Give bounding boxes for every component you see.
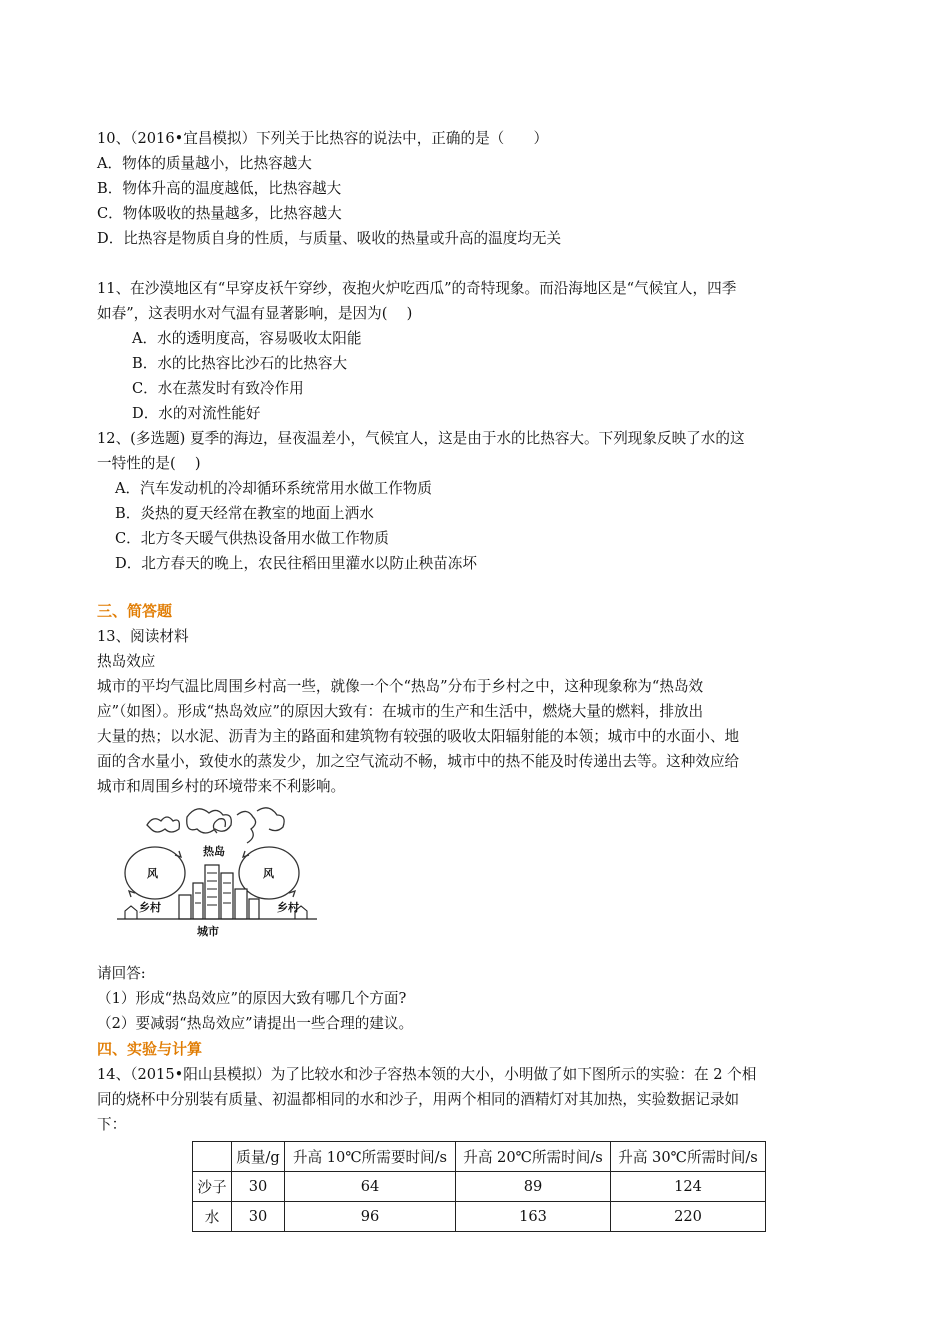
- article-paragraph-line4: 面的含水量小，致使水的蒸发少，加之空气流动不畅，城市中的热不能及时传递出去等。这种效应给: [97, 753, 740, 770]
- q10-option-c: C．物体吸收的热量越多，比热容越大: [97, 205, 342, 222]
- table-cell: 沙子: [193, 1172, 232, 1202]
- article-paragraph-line5: 城市和周围乡村的环境带来不利影响。: [97, 778, 346, 795]
- label-heat-island: 热岛: [203, 845, 225, 858]
- table-header-cell: 升高 30℃所需时间/s: [611, 1142, 766, 1172]
- q13-title: 13、阅读材料: [97, 628, 189, 645]
- q12-stem-line1: 12、(多选题) 夏季的海边，昼夜温差小，气候宜人，这是由于水的比热容大。下列现象反映了水的这: [97, 430, 745, 447]
- table-row: [193, 1172, 766, 1202]
- q11-option-d: D．水的对流性能好: [132, 405, 261, 422]
- q11-option-b: B．水的比热容比沙石的比热容大: [132, 355, 348, 372]
- spacer: [97, 576, 867, 598]
- table-header-cell: 质量/g: [232, 1142, 285, 1172]
- q11-option-a: A．水的透明度高，容易吸收太阳能: [132, 330, 362, 347]
- label-wind-left: 风: [147, 867, 158, 880]
- q14-stem-line2: 同的烧杯中分别装有质量、初温都相同的水和沙子，用两个相同的酒精灯对其加热，实验数据记录如: [97, 1091, 740, 1108]
- sub-question-2: （2）要减弱“热岛效应”请提出一些合理的建议。: [97, 1015, 414, 1032]
- q12-stem-line2: 一特性的是( ): [97, 455, 201, 472]
- section-heading-3: 三、简答题: [97, 602, 173, 620]
- q12-option-b: B．炎热的夏天经常在教室的地面上洒水: [115, 505, 374, 522]
- table-cell: 64: [285, 1172, 456, 1202]
- table-cell: 96: [285, 1202, 456, 1232]
- table-row: [193, 1202, 766, 1232]
- q11-stem-line1: 11、在沙漠地区有“早穿皮袄午穿纱，夜抱火炉吃西瓜”的奇特现象。而沿海地区是“气候宜人，四季: [97, 280, 737, 297]
- heat-island-figure: [117, 803, 317, 939]
- table-header-row: [193, 1142, 766, 1172]
- q10-option-a: A．物体的质量越小，比热容越大: [97, 155, 312, 172]
- q12-option-c: C．北方冬天暖气供热设备用水做工作物质: [115, 530, 389, 547]
- q12-option-d: D．北方春天的晚上，农民往稻田里灌水以防止秧苗冻坏: [115, 555, 477, 572]
- label-village-left: 乡村: [139, 901, 161, 914]
- q14-stem-line1: 14、（2015•阳山县模拟）为了比较水和沙子容热本领的大小，小明做了如下图所示的实验：在 2 个相: [97, 1066, 757, 1083]
- table-cell: 163: [456, 1202, 611, 1232]
- label-wind-right: 风: [263, 867, 274, 880]
- table-cell: 220: [611, 1202, 766, 1232]
- article-paragraph-line3: 大量的热；以水泥、沥青为主的路面和建筑物有较强的吸收太阳辐射能的本领；城市中的水面小、地: [97, 728, 740, 745]
- article-title: 热岛效应: [97, 653, 156, 670]
- article-paragraph-line1: 城市的平均气温比周围乡村高一些，就像一个个“热岛”分布于乡村之中，这种现象称为“热岛效: [97, 678, 704, 695]
- table-header-cell: 升高 20℃所需时间/s: [456, 1142, 611, 1172]
- table-header-cell: [193, 1142, 232, 1172]
- table-cell: 30: [232, 1172, 285, 1202]
- table-header-cell: 升高 10℃所需要时间/s: [285, 1142, 456, 1172]
- answer-prompt: 请回答:: [97, 965, 146, 982]
- q12-option-a: A．汽车发动机的冷却循环系统常用水做工作物质: [115, 480, 433, 497]
- q10-option-b: B．物体升高的温度越低，比热容越大: [97, 180, 342, 197]
- label-village-right: 乡村: [277, 901, 299, 914]
- q11-stem-line2: 如春”，这表明水对气温有显著影响，是因为( ): [97, 305, 413, 322]
- spacer: [97, 251, 867, 276]
- label-city: 城市: [197, 925, 219, 938]
- table-cell: 124: [611, 1172, 766, 1202]
- table-cell: 水: [193, 1202, 232, 1232]
- sub-question-1: （1）形成“热岛效应”的原因大致有哪几个方面?: [97, 990, 407, 1007]
- table-cell: 30: [232, 1202, 285, 1232]
- table-cell: 89: [456, 1172, 611, 1202]
- q10-option-d: D．比热容是物质自身的性质，与质量、吸收的热量或升高的温度均无关: [97, 230, 562, 247]
- q14-stem-line3: 下：: [97, 1116, 127, 1133]
- article-paragraph-line2: 应”（如图）。形成“热岛效应”的原因大致有：在城市的生产和生活中，燃烧大量的燃料，排放出: [97, 703, 704, 720]
- experiment-data-table: [192, 1141, 766, 1232]
- q10-stem: 10、（2016•宜昌模拟）下列关于比热容的说法中，正确的是（ ）: [97, 130, 549, 147]
- document-page: [97, 126, 867, 1232]
- section-heading-4: 四、实验与计算: [97, 1040, 203, 1058]
- q11-option-c: C．水在蒸发时有致冷作用: [132, 380, 304, 397]
